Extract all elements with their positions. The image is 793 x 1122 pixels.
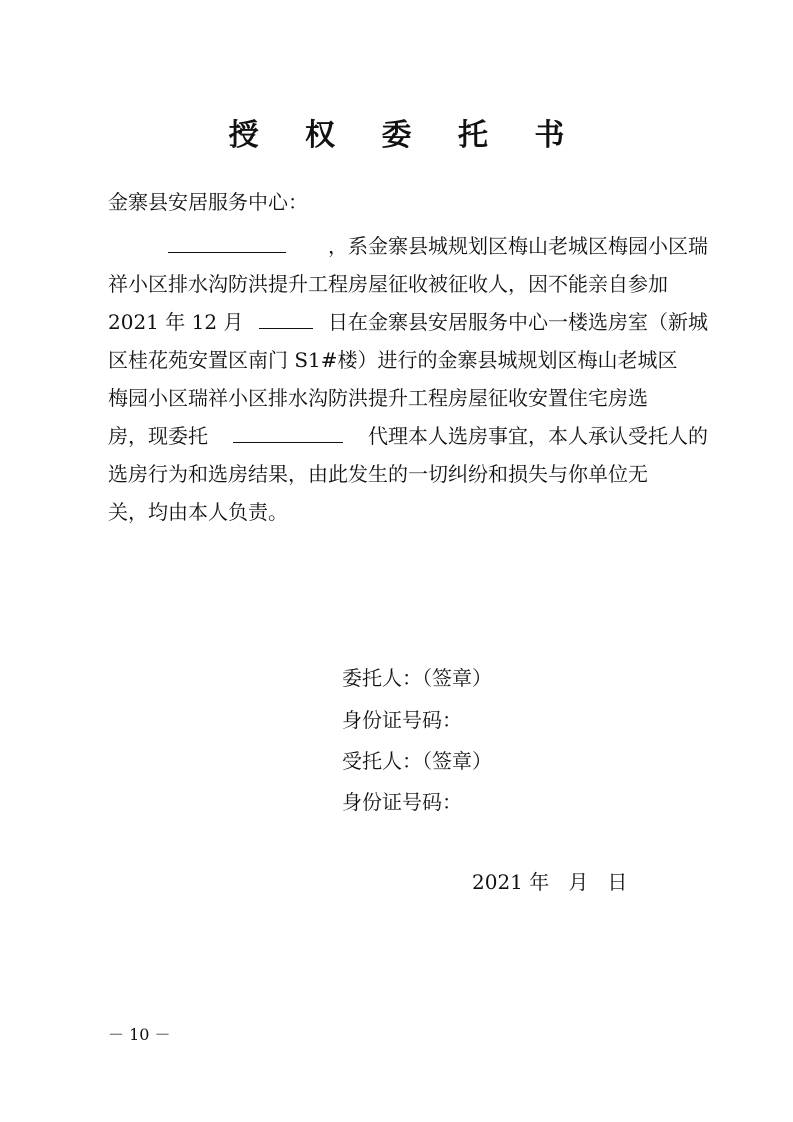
agent-id-label: 身份证号码： xyxy=(342,790,462,814)
principal-signature-label: 委托人：（签章） xyxy=(342,666,492,690)
body-line-3-pre: 2021 年 12 月 xyxy=(108,310,244,334)
document-title: 授 权 委 托 书 xyxy=(228,118,583,153)
date-line: 2021 年 月 日 xyxy=(472,870,628,894)
agent-name-blank xyxy=(233,420,343,443)
body-line-3-post: 日在金寨县安居服务中心一楼选房室（新城 xyxy=(327,310,708,334)
body-line-2 xyxy=(108,268,708,297)
body-line-7-text: 选房行为和选房结果，由此发生的一切纠纷和损失与你单位无 xyxy=(108,462,648,486)
body-line-4-text: 区桂花苑安置区南门 S1#楼）进行的金寨县城规划区梅山老城区 xyxy=(108,348,678,372)
body-line-7 xyxy=(108,458,708,487)
addressee: 金寨县安居服务中心： xyxy=(108,190,308,214)
principal-name-blank xyxy=(168,230,286,253)
body-line-5-text: 梅园小区瑞祥小区排水沟防洪提升工程房屋征收安置住宅房选 xyxy=(108,386,648,410)
agent-signature-label: 受托人：（签章） xyxy=(342,749,492,773)
body-line-5 xyxy=(108,382,708,411)
body-line-6 xyxy=(108,420,708,449)
body-line-1 xyxy=(108,230,708,259)
page-number: － 10 － xyxy=(108,1025,171,1044)
body-line-2-text: 祥小区排水沟防洪提升工程房屋征收被征收人，因不能亲自参加 xyxy=(108,272,668,296)
body-line-3 xyxy=(108,306,708,335)
body-line-1-text: ，系金寨县城规划区梅山老城区梅园小区瑞 xyxy=(328,234,708,258)
body-line-6-post: 代理本人选房事宜，本人承认受托人的 xyxy=(368,424,708,448)
body-line-6-pre: 房，现委托 xyxy=(108,424,208,448)
body-line-4 xyxy=(108,344,708,373)
day-blank xyxy=(259,306,313,329)
body-line-8-text: 关，均由本人负责。 xyxy=(108,500,288,524)
principal-id-label: 身份证号码： xyxy=(342,708,462,732)
body-line-8 xyxy=(108,496,708,525)
